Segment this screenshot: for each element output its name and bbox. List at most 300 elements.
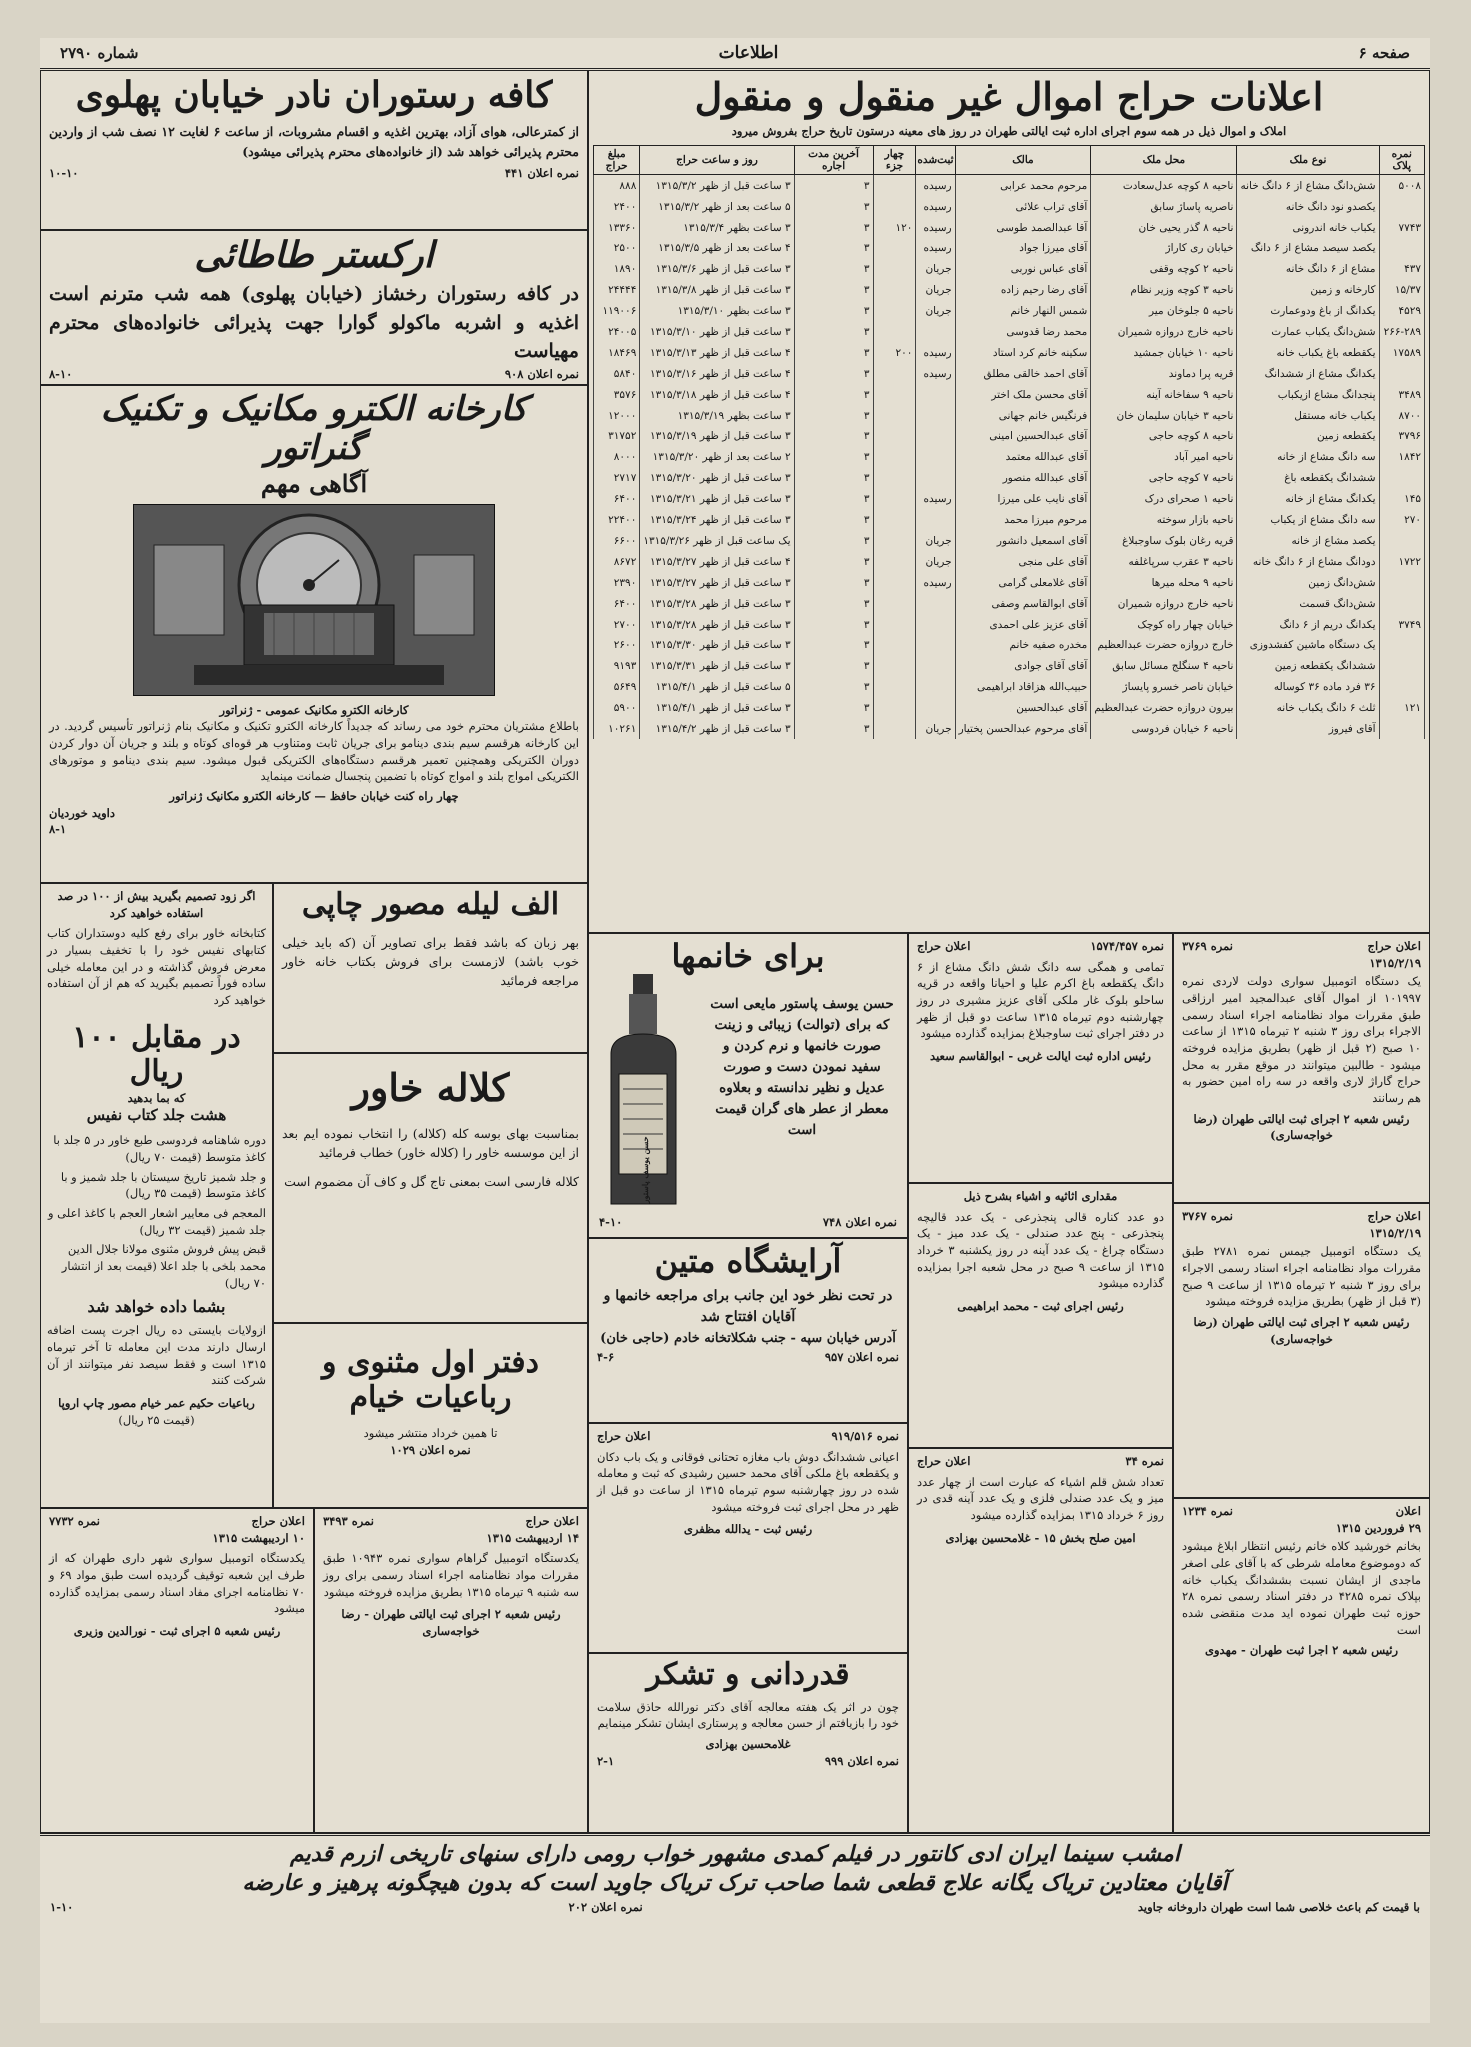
auction-cell: ۳ (794, 551, 873, 572)
book-item: دوره شاهنامه فردوسی طبع خاور در ۵ جلد با کاغذ متوسط (قیمت ۷۰ ریال) (53, 1133, 266, 1165)
auction-cell: آقای ابوالقاسم وصفی (955, 593, 1091, 614)
auction-cell (1379, 572, 1424, 593)
kolah-ad (273, 1053, 588, 1323)
auction-cell: ۳ ساعت قبل از ظهر ۱۳۱۵/۳/۲۴ (640, 510, 794, 531)
auction-cell: ۳ (794, 719, 873, 740)
auction-cell (916, 593, 955, 614)
masnavi-text: تا همین خرداد منتشر میشود (363, 1426, 498, 1440)
notice-box-4 (908, 933, 1173, 1183)
auction-cell: ۳ (794, 405, 873, 426)
bookshop-ad (40, 883, 273, 1508)
cafe-title: کافه رستوران نادر خیابان پهلوی (75, 74, 553, 116)
notice-number: نمره ۱۲۳۴ (1182, 1504, 1233, 1518)
auction-cell: ۱۷۵۸۹ (1379, 342, 1424, 363)
auction-cell: یکقطعه زمین (1237, 426, 1379, 447)
notice-text: یکدستگاه اتومبیل سواری شهر داری طهران که از طرف این شعبه توقیف گردیده است طبق مواد ۶۹ و ۷۰ نظامنامه اجرای مفاد اسناد رسمی بمزایده گذارده میشود (49, 1551, 305, 1616)
bookshop-rubai: رباعیات حکیم عمر خیام مصور چاپ اروپا (58, 1396, 255, 1411)
auction-row (594, 447, 1425, 468)
arayesh-ad (588, 1238, 908, 1423)
auction-cell: ۳ ساعت قبل از ظهر ۱۳۱۵/۳/۳۰ (640, 635, 794, 656)
auction-cell: ۳۵۷۶ (594, 384, 640, 405)
auction-cell (916, 384, 955, 405)
auction-cell (916, 614, 955, 635)
auction-cell: ۲ ساعت بعد از ظهر ۱۳۱۵/۳/۲۰ (640, 447, 794, 468)
auction-cell: آقای میرزا جواد (955, 238, 1091, 259)
auction-cell: ناحیه امیر آباد (1091, 447, 1237, 468)
auction-cell: آقای علی منجی (955, 551, 1091, 572)
notice-footer: رئیس شعبه ۲ اجرای ثبت ایالتی طهران (رضا خواجه‌ساری) (1193, 1315, 1410, 1346)
auction-cell: آقای عبدالحسین امینی (955, 426, 1091, 447)
book-item: و جلد شمیز تاریخ سیستان با جلد شمیز و با کاغذ متوسط (قیمت ۳۵ ریال) (60, 1169, 266, 1201)
auction-row (594, 489, 1425, 510)
auction-cell: ۱۱۹۰۰۶ (594, 301, 640, 322)
auction-row (594, 217, 1425, 238)
auction-row (594, 677, 1425, 698)
auction-cell: ۳۷۴۹ (1379, 614, 1424, 635)
auction-cell: ۳ (794, 301, 873, 322)
bottom-banner (40, 1833, 1430, 1923)
auction-cell: مرحوم میرزا محمد (955, 510, 1091, 531)
auction-cell: ناحیه ۸ کوچه حاجی (1091, 426, 1237, 447)
auction-cell (1379, 656, 1424, 677)
auction-cell: ۲۷۱۷ (594, 468, 640, 489)
auction-cell: ۳ ساعت بظهر ۱۳۱۵/۳/۱۰ (640, 301, 794, 322)
auction-cell (916, 322, 955, 343)
auction-row (594, 363, 1425, 384)
factory-text: باطلاع مشتریان محترم خود می رساند که جدیداً کارخانه الکترو تکنیک و مکانیک بنام ژنراتور تأسیس گردید. در این کارخانه هرقسم سیم بندی دینامو برای جریان ثابت ومتناوب هر قوه‌ای کوتاه و بلند و جریان آن دوار کردن دوران الکتریکی وهمچنین تعمیر هرقسم دستگاه‌های الکتریکی قبول میشود. سیم بندی دینامو و موتورهای الکتریکی امواج بلند و امواج کوتاه با تضمین پنجسال ضمانت مینماید (49, 719, 579, 784)
auction-cell: ۳ ساعت قبل از ظهر ۱۳۱۵/۳/۱۰ (640, 322, 794, 343)
auction-cell: سکینه خانم کرد استاد (955, 342, 1091, 363)
notice-number: نمره ۳۴۹۳ (323, 1514, 374, 1528)
auction-cell: ۱۸۴۲ (1379, 447, 1424, 468)
auction-cell: ۳ ساعت قبل از ظهر ۱۳۱۵/۳/۲۷ (640, 572, 794, 593)
notice-text: بخانم خورشید کلاه خانم رئیس انتظار ابلاغ میشود که دوموضوع معامله شرطی که با آقای علی اصغر ماجدی از ایشان نسبت بششدانگ یکباب خانه بپلاک نمره ۴۲۸۵ در دفتر اسناد رسمی نمره ۲۸ حوزه ثبت طهران نموده اید مدت منقضی شده است (1182, 1539, 1421, 1637)
auction-row (594, 572, 1425, 593)
orchestra-notice: نمره اعلان ۹۰۸ (504, 366, 579, 381)
auction-column-header: مالک (955, 146, 1091, 175)
auction-column-header: چهار جزء (873, 146, 916, 175)
auction-cell: ششدانگ یکقطعه زمین (1237, 656, 1379, 677)
book-list (47, 1132, 266, 1291)
notice-text: تمامی و همگی سه دانگ شش دانگ مشاع از ۶ دانگ یکقطعه باغ اکرم علیا و احیانا واقعه در قریه ساحلو بلوک غار ملکی آقای عزیز مشیری در روز چهارشنبه دوم تیرماه ۱۳۱۵ ساعت دو قبل از ظهر در دفتر اجرای ثبت ساوجبلاغ بمزایده گذارده میشود (917, 959, 1164, 1041)
auction-cell: ۳ (794, 259, 873, 280)
auction-cell: یکصد سیصد مشاع از ۶ دانگ (1237, 238, 1379, 259)
auction-cell: آقای مرحوم عبدالحسن پختیار (955, 719, 1091, 740)
notice-box-8 (40, 1508, 314, 1833)
notice-text: یکدستگاه اتومبیل گراهام سواری نمره ۱۰۹۴۳ طبق مقررات مواد نظامنامه اجراء اسناد رسمی برای روز سه شنبه ۹ تیرماه ۱۳۱۵ بطریق مزایده فروخته میشود (323, 1551, 579, 1599)
auction-cell: آقای عباس نوربی (955, 259, 1091, 280)
arayesh-title: آرایشگاه متین (654, 1242, 842, 1280)
auction-row (594, 426, 1425, 447)
auction-cell: مرحوم محمد عرابی (955, 175, 1091, 196)
auction-cell: رسیده (916, 238, 955, 259)
auction-cell (873, 405, 916, 426)
auction-cell: ششدانگ یکقطعه باغ (1237, 468, 1379, 489)
auction-cell: آقای نایب علی میرزا (955, 489, 1091, 510)
notice-box-1 (1173, 933, 1430, 1203)
auction-cell (916, 405, 955, 426)
auction-cell: یکدانگ مشاع از خانه (1237, 489, 1379, 510)
auction-cell: ۱۸۹۰ (594, 259, 640, 280)
generator-illustration (134, 505, 494, 695)
notice-date: ۲۹ فروردین ۱۳۱۵ (1335, 1520, 1421, 1535)
newspaper-name: اطلاعات (718, 43, 779, 63)
auction-cell: ناحیه ۷ کوچه حاجی (1091, 468, 1237, 489)
auction-cell: پنجدانگ مشاع ازیکباب (1237, 384, 1379, 405)
auction-cell (916, 635, 955, 656)
auction-cell: ۵ ساعت بعد از ظهر ۱۳۱۵/۳/۲ (640, 196, 794, 217)
auction-cell: مخدره صفیه خانم (955, 635, 1091, 656)
auction-cell: ۳ (794, 384, 873, 405)
orchestra-text: در کافه رستوران رخشاز (خیابان پهلوی) همه شب مترنم است اغذیه و اشربه ماکولو گوارا جهت پذیرائی خانواده‌های محترم مهیاست (49, 283, 579, 363)
notice-title: اعلان حراج (1367, 1209, 1421, 1223)
auction-cell: حبیب‌الله هزاقاد ابراهیمی (955, 677, 1091, 698)
auction-cell: ۵۶۴۹ (594, 677, 640, 698)
treatment-notice: نمره اعلان ۲۰۲ (568, 1899, 643, 1914)
auction-cell: یکقطعه باغ یکباب خانه (1237, 342, 1379, 363)
auction-cell: شش‌دانگ یکباب عمارت (1237, 322, 1379, 343)
auction-cell (916, 656, 955, 677)
auction-cell: ۳ (794, 656, 873, 677)
auction-cell: ۴ ساعت قبل از ظهر ۱۳۱۵/۳/۱۶ (640, 363, 794, 384)
auction-row (594, 719, 1425, 740)
auction-cell: ناصریه پاساژ سابق (1091, 196, 1237, 217)
auction-cell: ۳ ساعت قبل از ظهر ۱۳۱۵/۳/۲۱ (640, 489, 794, 510)
auction-cell: ۳ (794, 593, 873, 614)
auction-cell: آقای اسمعیل دانشور (955, 531, 1091, 552)
notice-box-2 (1173, 1203, 1430, 1498)
treatment-address: با قیمت کم باعث خلاصی شما است طهران داروخانه جاوید (1137, 1899, 1420, 1914)
auction-row (594, 405, 1425, 426)
auction-cell: ۲۲۴۰۰ (594, 510, 640, 531)
auction-cell: ۳ (794, 217, 873, 238)
qadrdani-ad (588, 1653, 908, 1833)
factory-title: کارخانه الکترو مکانیک و تکنیک گنراتور (100, 389, 528, 469)
auction-cell: رسیده (916, 217, 955, 238)
auction-cell (873, 447, 916, 468)
cafe-ad (40, 70, 588, 230)
auction-cell: محمد رضا قدوسی (955, 322, 1091, 343)
auction-row (594, 698, 1425, 719)
masnavi-notice: نمره اعلان ۱۰۲۹ (390, 1442, 471, 1457)
notice-footer: امین صلح بخش ۱۵ - غلامحسین بهزادی (945, 1530, 1136, 1545)
notice-box-9 (314, 1508, 588, 1833)
auction-cell: کارخانه و زمین (1237, 280, 1379, 301)
auction-column-header: نمره پلاک (1379, 146, 1424, 175)
bookshop-text: کتابخانه خاور برای رفع کلیه دوستداران کتاب کتابهای نفیس خود را با تخفیف بسیار در معرض فروش گذاشته و در این معامله خیلی ساده فوراً تصمیم بگیرید که هم از آن استفاده خواهید کرد (47, 926, 266, 1008)
auction-cell: آقای محسن ملک اختر (955, 384, 1091, 405)
auction-cell: ۸۶۷۲ (594, 551, 640, 572)
bookshop-offer-books: هشت جلد کتاب نفیس (86, 1106, 227, 1125)
auction-cell: ۴ ساعت بعد از ظهر ۱۳۱۵/۳/۵ (640, 238, 794, 259)
auction-cell: ۱۲۰۰۰ (594, 405, 640, 426)
auction-cell: ۲۶۰۰ (594, 635, 640, 656)
auction-cell: ۸۷۰۰ (1379, 405, 1424, 426)
auction-cell (873, 551, 916, 572)
kolah-note: کلاله فارسی است بمعنی تاج گل و کاف آن مضموم است (284, 1174, 579, 1190)
issue-label: شماره ۲۷۹۰ (60, 44, 139, 62)
notice-footer: رئیس شعبه ۵ اجرای ثبت - نورالدین وزیری (73, 1624, 281, 1639)
notice-number: نمره ۳۷۶۷ (1182, 1209, 1233, 1223)
auction-cell: یک ساعت قبل از ظهر ۱۳۱۵/۳/۲۶ (640, 531, 794, 552)
notice-title: اعلان (1395, 1504, 1421, 1518)
auction-cell: ۳ (794, 280, 873, 301)
auction-cell: ۶۴۰۰ (594, 593, 640, 614)
khanomha-notice: نمره اعلان ۷۴۸ (822, 1215, 897, 1230)
auction-cell: ۳ (794, 426, 873, 447)
notice-text: دو عدد کناره قالی پنجذرعی - یک عدد قالیچه پنجذرعی - پنج عدد صندلی - یک عدد میز - یک دستگاه چراغ - یک عدد آینه در روز یکشنبه ۳ خرداد ۱۳۱۵ از ساعت ۹ صبح در محل شعبه اجرا بمزایده گذارده میشود (917, 1209, 1165, 1291)
auction-cell: ۴ ساعت قبل از ظهر ۱۳۱۵/۳/۱۸ (640, 384, 794, 405)
auction-cell (916, 426, 955, 447)
auction-cell: شش‌دانگ زمین (1237, 572, 1379, 593)
auction-cell (873, 280, 916, 301)
auction-cell: ۱۲۰ (873, 217, 916, 238)
notice-number: نمره ۹۱۹/۵۱۶ (831, 1429, 899, 1443)
auction-cell: ناحیه ۸ کوچه عدل‌سعادت (1091, 175, 1237, 196)
bookshop-note: ازولایات بایستی ده ریال اجرت پست اضافه ارسال دارند مدت این معامله تا آخر تیرماه ۱۳۱۵ است و فقط سیصد نفر میتوانند از آن شرکت کنند (47, 1323, 266, 1388)
auction-row (594, 322, 1425, 343)
auction-cell: یکباب خانه اندرونی (1237, 217, 1379, 238)
auction-cell: ۴۳۷ (1379, 259, 1424, 280)
auction-cell: ناحیه ۹ محله میرها (1091, 572, 1237, 593)
auction-cell: یک دستگاه ماشین کفشدوزی (1237, 635, 1379, 656)
notice-box-6 (908, 1448, 1173, 1833)
treatment-line: آقایان معتادین تریاک یگانه علاج قطعی شما صاحب ترک تریاک جاوید است که بدون هیچگونه پرهیز و عارضه (242, 1870, 1228, 1897)
notice-date: ۱۰ اردیبهشت ۱۳۱۵ (212, 1530, 305, 1545)
auction-cell: ۳ (794, 363, 873, 384)
auction-cell: خیابان چهار راه کوچک (1091, 614, 1237, 635)
auction-row (594, 384, 1425, 405)
notice-box-5 (908, 1183, 1173, 1448)
auction-cell: دودانگ مشاع از ۶ دانگ خانه (1237, 551, 1379, 572)
auction-cell (873, 698, 916, 719)
auction-cell: آقای عبدالحسین (955, 698, 1091, 719)
auction-cell: ۴ ساعت قبل از ظهر ۱۳۱۵/۳/۱۳ (640, 342, 794, 363)
auction-cell: ۳ (794, 614, 873, 635)
qadrdani-text: چون در اثر یک هفته معالجه آقای دکتر نورالله حاذق سلامت خود را بازیافتم از حسن معالجه و پرستاری ایشان تشکر مینمایم (597, 1699, 899, 1731)
notice-box-7 (588, 1423, 908, 1653)
auction-cell: جریان (916, 531, 955, 552)
auction-cell: ۳ ساعت قبل از ظهر ۱۳۱۵/۳/۲۸ (640, 614, 794, 635)
auction-cell (873, 238, 916, 259)
auction-cell: سه دانگ مشاع از یکباب (1237, 510, 1379, 531)
bookshop-top: اگر زود تصمیم بگیرید بیش از ۱۰۰ در صد استفاده خواهید کرد (57, 889, 256, 920)
auction-cell: جریان (916, 259, 955, 280)
newspaper-page (40, 38, 1430, 2023)
auction-cell: قریه رغان بلوک ساوجبلاغ (1091, 531, 1237, 552)
auction-cell: رسیده (916, 196, 955, 217)
auction-cell (1379, 719, 1424, 740)
auction-cell: رسیده (916, 572, 955, 593)
auction-column-header: مبلغ حراج (594, 146, 640, 175)
notice-text: یک دستگاه اتومبیل سواری دولت لاردی نمره ۱۰۱۹۹۷ از اموال آقای عبدالمجید امیر ارزاقی طبق مقررات مواد نظامنامه اجراء اسناد رسمی الاجراء برای روز ۳ شنبه ۲ تیرماه ۱۳۱۵ از ساعت ۱۰ صبح (۲ قبل از ظهر) بطریق مزایده فروخته میشود - طالبین میتوانند در موقع مقرر به محل حراج گاراژ لاری واقعه در سه راه امین حضور به هم رسانند (1182, 974, 1421, 1106)
auction-cell: ۸۰۰۰ (594, 447, 640, 468)
notice-footer: رئیس شعبه ۲ اجرای ثبت ایالتی طهران - رضا خواجه‌ساری (341, 1607, 561, 1639)
bookshop-rubai-price: (قیمت ۲۵ ریال) (118, 1412, 195, 1427)
auction-cell: ۲۴۴۴۴ (594, 280, 640, 301)
auction-row (594, 531, 1425, 552)
auction-cell: ناحیه ۳ کوچه وزیر نظام (1091, 280, 1237, 301)
auction-cell: ۲۰۰ (873, 342, 916, 363)
factory-owner: داوید خوردیان (49, 805, 115, 820)
notice-text: یک دستگاه اتومبیل جیمس نمره ۲۷۸۱ طبق مقررات مواد نظامنامه اجراء اسناد رسمی الاجراء برای روز ۳ شنبه ۲ تیرماه ۱۳۱۵ از ساعت ۹ صبح (۳ قبل از ظهر) بطریق مزایده فروخته میشود (1182, 1244, 1421, 1309)
auction-cell (1379, 593, 1424, 614)
auction-row (594, 551, 1425, 572)
auction-row (594, 301, 1425, 322)
notice-text: تعداد شش قلم اشیاء که عبارت است از چهار عدد میز و یک عدد صندلی فلزی و یک عدد آینه قدی در روز ۶ خرداد ۱۳۱۵ بمزایده گذارده میشود (917, 1474, 1164, 1523)
auction-cell: ۳ (794, 489, 873, 510)
auction-cell: یکباب خانه مستقل (1237, 405, 1379, 426)
auction-cell: ۲۶۶-۲۸۹ (1379, 322, 1424, 343)
orchestra-title: ارکستر طاطائی (194, 234, 434, 276)
auction-title: اعلانات حراج اموال غیر منقول و منقول (694, 74, 1324, 119)
auction-cell: ۱۳۳۶۰ (594, 217, 640, 238)
auction-row (594, 614, 1425, 635)
auction-cell: ۶۴۰۰ (594, 489, 640, 510)
auction-cell (873, 175, 916, 196)
notice-title: اعلان حراج (1367, 939, 1421, 953)
auction-cell: ۳ (794, 510, 873, 531)
auction-cell: آقای عبدالله معتمد (955, 447, 1091, 468)
masnavi-ad (273, 1323, 588, 1508)
notice-number: نمره ۳۷۶۹ (1182, 939, 1233, 953)
auction-cell: ۸۸۸ (594, 175, 640, 196)
masnavi-title: دفتر اول مثنوی و رباعیات خیام (322, 1345, 539, 1415)
auction-cell: فرنگیس خانم جهانی (955, 405, 1091, 426)
auction-cell (873, 677, 916, 698)
auction-cell: خیابان ری کاراژ (1091, 238, 1237, 259)
auction-cell: ۳ ساعت قبل از ظهر ۱۳۱۵/۴/۱ (640, 698, 794, 719)
bookshop-offer-sub: که بما بدهید (127, 1090, 186, 1105)
auction-cell: جریان (916, 719, 955, 740)
arayesh-notice: نمره اعلان ۹۵۷ (824, 1350, 899, 1365)
auction-cell: ۳ (794, 531, 873, 552)
notice-number: نمره ۱۵۷۴/۴۵۷ (1090, 939, 1164, 953)
auction-cell: ۳ ساعت قبل از ظهر ۱۳۱۵/۳/۲۰ (640, 468, 794, 489)
auction-cell: ۳ ساعت قبل از ظهر ۱۳۱۵/۳/۱۹ (640, 426, 794, 447)
auction-cell: ناحیه ۱۰ خیابان جمشید (1091, 342, 1237, 363)
auction-cell: ۱۴۵ (1379, 489, 1424, 510)
auction-cell: ۳ (794, 342, 873, 363)
auction-cell: ۳ ساعت قبل از ظهر ۱۳۱۵/۴/۲ (640, 719, 794, 740)
auction-cell (873, 719, 916, 740)
auction-cell: آقای احمد خالقی مطلق (955, 363, 1091, 384)
qadrdani-notice: نمره اعلان ۹۹۹ (824, 1753, 899, 1768)
auction-cell: جریان (916, 280, 955, 301)
auction-cell (873, 531, 916, 552)
orchestra-ad (40, 230, 588, 385)
auction-row (594, 280, 1425, 301)
cinema-line: امشب سینما ایران ادی کانتور در فیلم کمدی مشهور خواب رومی دارای سنهای تاریخی ازرم قدیم (290, 1841, 1180, 1867)
auction-cell: ۳ (794, 175, 873, 196)
auction-cell: ۴۵۲۹ (1379, 301, 1424, 322)
alfleila-title: الف لیله مصور چاپی (301, 887, 560, 922)
auction-cell: ثلث ۶ دانگ یکباب خانه (1237, 698, 1379, 719)
auction-column-header: آخرین مدت اجاره (794, 146, 873, 175)
auction-cell (873, 593, 916, 614)
auction-cell: ناحیه بازار سوخته (1091, 510, 1237, 531)
auction-cell: شش‌دانگ مشاع از ۶ دانگ خانه (1237, 175, 1379, 196)
notice-title: اعلان حراج (597, 1429, 651, 1443)
auction-cell: یکدانگ مشاع از ششدانگ (1237, 363, 1379, 384)
auction-cell (1379, 363, 1424, 384)
auction-cell: ۶۶۰۰ (594, 531, 640, 552)
auction-cell (873, 468, 916, 489)
auction-cell: ۳ ساعت قبل از ظهر ۱۳۱۵/۳/۳۱ (640, 656, 794, 677)
auction-cell: مشاع از ۶ دانگ خانه (1237, 259, 1379, 280)
cafe-text: از کمترعالی، هوای آزاد، بهترین اغذیه و اقسام مشروبات، از ساعت ۶ لغایت ۱۲ نصف شب از واردین محترم پذیرائی خواهد شد (از خانواده‌های محترم پذیرائی میشود) (49, 124, 579, 159)
auction-cell: خیابان ناصر خسرو پایساژ (1091, 677, 1237, 698)
auction-cell: یکدانگ از باغ ودوعمارت (1237, 301, 1379, 322)
auction-cell (1379, 531, 1424, 552)
notice-footer: رئیس ثبت - یدالله مظفری (683, 1522, 813, 1537)
auction-cell: ۳ (794, 635, 873, 656)
auction-cell: ۳ (794, 447, 873, 468)
auction-cell: ۵۸۴۰ (594, 363, 640, 384)
auction-cell: ۳ ساعت قبل از ظهر ۱۳۱۵/۳/۲ (640, 175, 794, 196)
auction-cell: یکصدو نود دانگ خانه (1237, 196, 1379, 217)
notice-box-3 (1173, 1498, 1430, 1833)
notice-date: ۱۳۱۵/۲/۱۹ (1369, 955, 1421, 970)
auction-cell: ناحیه ۸ گذر یحیی خان (1091, 217, 1237, 238)
khanomha-ref: ۴-۱۰ (599, 1215, 623, 1230)
auction-cell: یکدانگ دریم از ۶ دانگ (1237, 614, 1379, 635)
auction-cell: ناحیه خارج دروازه شمیران (1091, 322, 1237, 343)
auction-cell: جریان (916, 551, 955, 572)
qadrdani-title: قدردانی و تشکر (646, 1657, 850, 1692)
auction-cell: ۷۷۴۳ (1379, 217, 1424, 238)
auction-cell: رسیده (916, 489, 955, 510)
auction-cell (1379, 468, 1424, 489)
auction-cell: ۱۸۴۶۹ (594, 342, 640, 363)
auction-cell (1379, 238, 1424, 259)
notice-date: ۱۳۱۵/۲/۱۹ (1369, 1225, 1421, 1240)
auction-column-header: نوع ملک (1237, 146, 1379, 175)
auction-cell (873, 656, 916, 677)
auction-cell: ۳۱۷۵۲ (594, 426, 640, 447)
auction-cell: بیرون دروازه حضرت عبدالعظیم (1091, 698, 1237, 719)
auction-cell (873, 301, 916, 322)
kolah-title: کلاله خاور (351, 1065, 510, 1110)
auction-row (594, 656, 1425, 677)
auction-column-header: روز و ساعت حراج (640, 146, 794, 175)
auction-cell: آقای رضا رحیم زاده (955, 280, 1091, 301)
auction-cell: ۳ ساعت بظهر ۱۳۱۵/۳/۴ (640, 217, 794, 238)
qadrdani-signer: غلامحسین بهزادی (705, 1736, 791, 1751)
auction-cell: ۹۱۹۳ (594, 656, 640, 677)
auction-cell (1379, 635, 1424, 656)
auction-row (594, 196, 1425, 217)
book-item: قبض پیش فروش مثنوی مولانا جلال الدین محمد بلخی با جلد اعلا (قیمت بعد از انتشار ۷۰ ریال) (61, 1242, 266, 1290)
auction-cell: ناحیه ۲ کوچه وقفی (1091, 259, 1237, 280)
auction-cell (873, 635, 916, 656)
auction-cell: ۴ ساعت قبل از ظهر ۱۳۱۵/۳/۲۷ (640, 551, 794, 572)
bottle-label: حسن یوسف پاستور (640, 1136, 651, 1204)
kolah-text: بمناسبت بهای بوسه کله (کلاله) را انتخاب نموده ایم بعد از این موسسه خاور را (کلاله خاور) خطاب فرمائید (282, 1125, 579, 1161)
khanomha-title: برای خانمها (671, 937, 825, 975)
notice-title: اعلان حراج (525, 1514, 579, 1528)
auction-cell: ۳ ساعت قبل از ظهر ۱۳۱۵/۳/۶ (640, 259, 794, 280)
auction-row (594, 510, 1425, 531)
auction-row (594, 175, 1425, 196)
auction-cell (916, 698, 955, 719)
auction-cell: ۳ (794, 572, 873, 593)
notice-title: اعلان حراج (917, 939, 971, 953)
notice-title: مقداری اثاثیه و اشیاء بشرح ذیل (963, 1189, 1118, 1203)
page-label: صفحه ۶ (1358, 44, 1410, 62)
auction-cell: آقای تراب علائی (955, 196, 1091, 217)
notice-date: ۱۴ اردیبهشت ۱۳۱۵ (486, 1530, 579, 1545)
